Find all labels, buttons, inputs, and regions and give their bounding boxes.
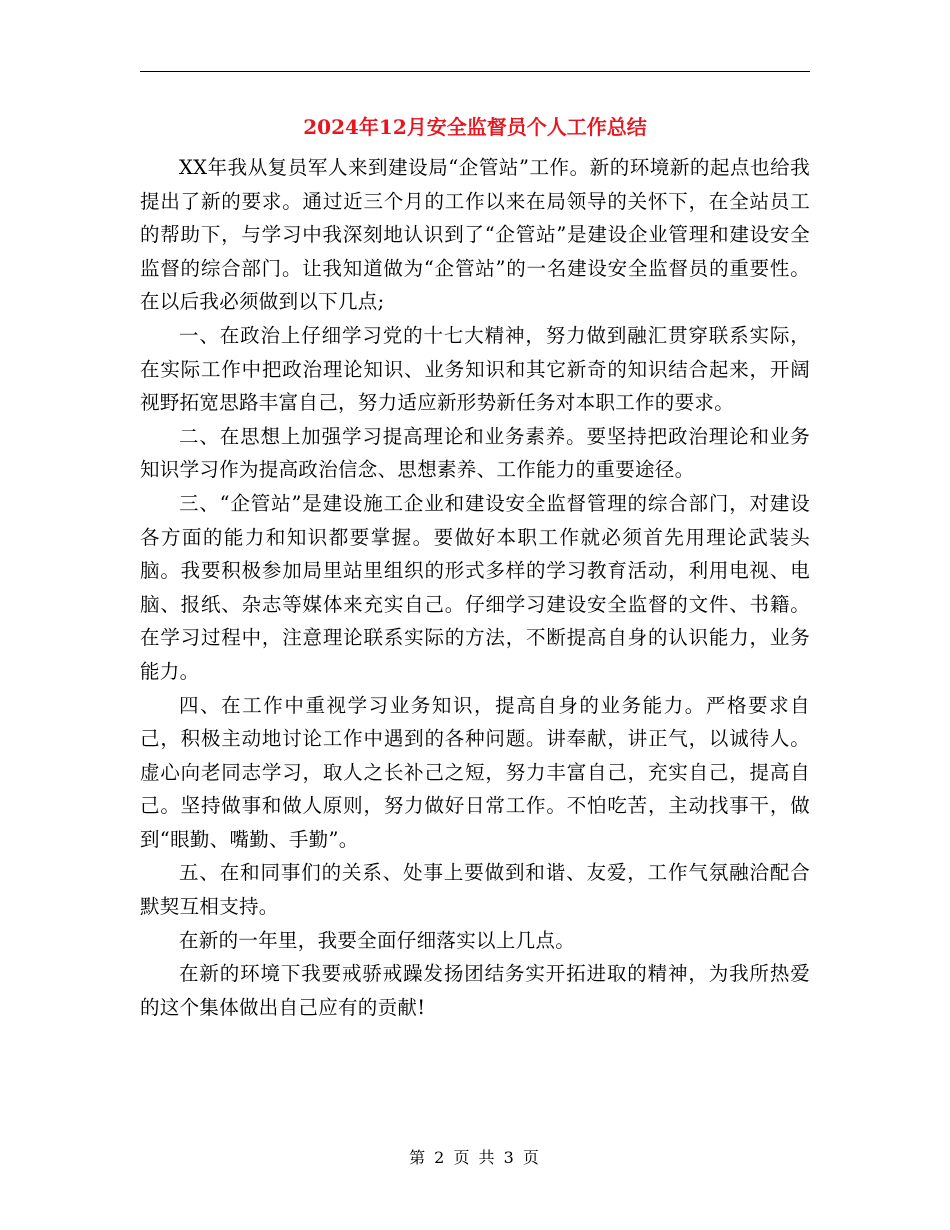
paragraph-point-3: 三、“企管站”是建设施工企业和建设安全监督管理的综合部门，对建设各方面的能力和知识都要掌握。要做好本职工作就必须首先用理论武装头脑。我要积极参加局里站里组织的形式多样的学习教育活动，利用电视、电脑、报纸、杂志等媒体来充实自己。仔细学习建设安全监督的文件、书籍。在学习过程中，注意理论联系实际的方法，不断提高自身的认识能力，业务能力。 xyxy=(140,491,810,683)
paragraph-point-4: 四、在工作中重视学习业务知识，提高自身的业务能力。严格要求自己，积极主动地讨论工作中遇到的各种问题。讲奉献，讲正气，以诚待人。虚心向老同志学习，取人之长补己之短，努力丰富自己，充实自己，提高自己。坚持做事和做人原则，努力做好日常工作。不怕吃苦，主动找事干，做到“眼勤、嘴勤、手勤”。 xyxy=(140,693,810,851)
paragraph-intro: XX年我从复员军人来到建设局“企管站”工作。新的环境新的起点也给我提出了新的要求。通过近三个月的工作以来在局领导的关怀下，在全站员工的帮助下，与学习中我深刻地认识到了“企管站”是建设企业管理和建设安全监督的综合部门。让我知道做为“企管站”的一名建设安全监督员的重要性。在以后我必须做到以下几点; xyxy=(140,156,810,314)
paragraph-point-5: 五、在和同事们的关系、处事上要做到和谐、友爱，工作气氛融洽配合默契互相支持。 xyxy=(140,861,810,919)
paragraph-closing: 在新的环境下我要戒骄戒躁发扬团结务实开拓进取的精神，为我所热爱的这个集体做出自己应有的贡献! xyxy=(140,962,810,1019)
document-body xyxy=(140,151,810,1024)
paragraph-point-1: 一、在政治上仔细学习党的十七大精神，努力做到融汇贯穿联系实际，在实际工作中把政治理论知识、业务知识和其它新奇的知识结合起来，开阔视野拓宽思路丰富自己，努力适应新形势新任务对本职工作的要求。 xyxy=(140,323,810,415)
header-rule xyxy=(140,71,810,72)
page-number: 第 2 页 共 3 页 xyxy=(409,1148,541,1167)
document-title: 2024年12月安全监督员个人工作总结 xyxy=(303,115,647,139)
paragraph-summary: 在新的一年里，我要全面仔细落实以上几点。 xyxy=(179,928,576,952)
paragraph-point-2: 二、在思想上加强学习提高理论和业务素养。要坚持把政治理论和业务知识学习作为提高政治信念、思想素养、工作能力的重要途径。 xyxy=(140,424,810,482)
